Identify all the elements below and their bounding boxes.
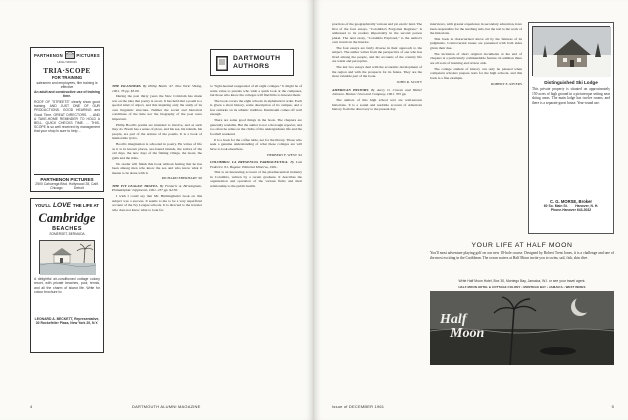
ski-lodge-title: Distinguished Ski Lodge bbox=[544, 80, 598, 85]
review-title: COLOMBIA: LA PRESENCIA FARMACEUTICA. bbox=[210, 160, 289, 165]
brand-right: PICTURES bbox=[76, 52, 100, 58]
paragraph: I wish I could say that Mr. Birmingham's book on this subject was a success. It seems to me to be a very superficial account of the Ivy League schools. It is directed to the traveler who does not know what to look for. bbox=[112, 194, 202, 212]
tria-scope-title: TRIA·SCOPE bbox=[43, 67, 91, 76]
cottage-illustration bbox=[39, 240, 95, 274]
paragraph: to "light-hearted reappraisal of all eight colleges." It might be of some value to parents who wish a quick look at the campuses, but those who know the colleges will find little to interest them. bbox=[210, 84, 302, 97]
half-moon-body: You'll most adventure playing golf on our new 18-hole course. Designed by Robert Trent Jones, it is a challenge and one of the most exciting in the Caribbean. The ocean waters at Half Moon invite you to swim, sail, fish, skin dive. bbox=[430, 251, 614, 260]
book-icon bbox=[215, 54, 229, 72]
paragraph: The authors of this high school text are well-known historians. It is a sound and readable account of American history from the discovery to the present day. bbox=[332, 98, 422, 112]
right-page-number: 5 bbox=[611, 404, 614, 409]
review-byline: By Frederic A. Birmingham. Philadelphia: Lippincott, 1961. 237 pp. $4.50. bbox=[112, 183, 202, 193]
review-byline: By Luis Federico '61. Bogota: Editorial Minerva, 1961. bbox=[210, 160, 303, 169]
review-byline: By Avery O. Craven and Walter Johnson. Boston: Ginn and Company, 1961. 765 pp. bbox=[332, 87, 422, 97]
paragraph: The inclusion of short original documents at the end of chapters is a particularly commendable feature. In addition there are all sorts of learning and review aids. bbox=[430, 51, 522, 65]
left-page-footer: DARTMOUTH ALUMNI MAGAZINE bbox=[132, 404, 201, 409]
lodge-photo bbox=[532, 26, 610, 76]
tria-scope-subtitle: FOR TRAINING bbox=[51, 75, 83, 81]
dartmouth-authors-banner bbox=[210, 49, 294, 76]
half-moon-script-2: Moon bbox=[450, 326, 485, 342]
parthenon-footer-title: PARTHENON PICTURES bbox=[40, 177, 94, 183]
cambridge-title: Cambridge bbox=[38, 211, 96, 225]
half-moon-script-1: Half bbox=[440, 312, 467, 328]
paragraph: There are some good things in the book. The chapters are generally readable. But the author is not a thorough reporter, and too often he relies on the cliche of the undergraduate life and the football weekend. bbox=[210, 118, 302, 136]
half-moon-contact: Write Half Moon Hotel, Box 30, Montego Bay, Jamaica, W.I. or see your travel agent. bbox=[458, 279, 586, 283]
reviewer-signature: ROBERT E. RIVERS bbox=[490, 81, 522, 86]
half-moon-strip: HALF MOON HOTEL & COTTAGE COLONY • MONTEGO BAY • JAMAICA • WEST INDIES bbox=[458, 285, 586, 290]
the-life-text: THE LIFE AT bbox=[72, 203, 99, 208]
paragraph: During the past thirty years the New Criticism has made war on the idea that poetry is an art. It has held that a poem is a special kind of object, and this inspiring only the study of its own linguistic structure. Neither the social and historical conditions of the time nor the biography of the poet were important. bbox=[112, 94, 202, 121]
half-moon-headline: YOUR LIFE AT HALF MOON bbox=[471, 242, 573, 249]
paragraph: The book covers the eight schools in alphabetical order. Each is given a short history, some description of its campus, and a few remarks on its athletic tradition. Dartmouth comes off well enough. bbox=[210, 98, 302, 117]
half-moon-photo bbox=[430, 291, 614, 365]
parthenon-pictures-ad bbox=[30, 47, 104, 192]
paragraph: The four essays are fairly diverse in their approach to the subject. The author writes from the perspective of one who has lived among the people, and his accounts of the country life are warm and perceptive. bbox=[332, 45, 422, 64]
parthenon-address: 2500 Cahuenga Blvd. Hollywood 28, Calif. bbox=[35, 182, 99, 187]
paragraph: No reader will finish this book without feeling that he has been among men who know the sea and who know what it means to be alone with it. bbox=[112, 161, 202, 175]
right-page-footer: Issue of DECEMBER 1961 bbox=[332, 404, 385, 409]
cambridge-beaches-ad bbox=[30, 198, 104, 353]
reviewer-signature: JOHN R. SCOTT bbox=[396, 80, 422, 85]
reviewer-signature: RICHARD EBERHART '26 bbox=[161, 176, 202, 181]
review-column-d bbox=[430, 22, 522, 236]
reviewer-signature: HERBERT F. WEST '22 bbox=[267, 152, 302, 157]
beaches-title: BEACHES bbox=[52, 226, 82, 232]
review-title: THE IVY LEAGUE TRAVEL. bbox=[112, 183, 159, 188]
location: HOLLYWOOD bbox=[57, 60, 77, 64]
paragraph: Booth's imagination is schooled in poetry. He writes of life as it is in known places, sea-bound islands, the sailors of the old days, the new days of the fishing village, the boats, the gulls and the tides. bbox=[112, 142, 202, 160]
paragraph: This is an interesting account of the pharmaceutical industry in Colombia, written by a recent graduate. It describes the organization and operation of the various firms and their relationship to the public health. bbox=[210, 170, 302, 188]
review-title: AMERICAN HISTORY. bbox=[332, 87, 369, 92]
left-page-number: 4 bbox=[30, 404, 33, 409]
parthenon-cities: Chicago Detroit bbox=[50, 186, 84, 191]
paragraph: The college student of history can only be pleased when competent scholars prepare texts for the high schools, and this book is a fine example. bbox=[430, 66, 522, 80]
ski-lodge-ad bbox=[528, 22, 614, 234]
love-text: LOVE bbox=[52, 202, 71, 209]
ski-phone: Phone-Hanover 643-3032 bbox=[550, 208, 592, 213]
banner-title-2: AUTHORS bbox=[233, 62, 270, 70]
line1: salesmen and employees, film training is effective bbox=[36, 81, 98, 90]
ski-lodge-body: This private property is situated on approximately 150 acres of high ground in a picturesque setting near skiing areas. The main lodge has twelve rooms, and there is a separate guest house. Year-round use. bbox=[532, 87, 610, 105]
banner-title-1: DARTMOUTH bbox=[233, 54, 281, 62]
paragraph: practices of the geographically various and yet exotic land. The first of the four essays, "Colombia's Forgotten Regions," is addressed to its readers importantly in the second person plural. The next essay, "Colombia Explored," is the author's own travels in the interior. bbox=[332, 22, 422, 44]
cambridge-place: SOMERSET, BERMUDA bbox=[49, 232, 85, 236]
brand-left: PARTHENON bbox=[34, 52, 63, 58]
parthenon-body: ROOF OF "STREETS" clearly show good training. AND JUST ONE OF OUR PRODUCTIONS. GOOD HEARING and Good Time. GREAT DIRECTORS. ... AND A TAKE-HOME REMINDER TO HOLD A BELL. QUICK CHECKS TIME. ... THIS-SCOPE is so well received by management that your shop is sure to help ... bbox=[34, 100, 100, 134]
review-title: THE ISLANDERS. bbox=[112, 84, 142, 88]
paragraph: This book is characterized above all by the fairness of its judgments. Controversial issues are presented with both sides given their due. bbox=[430, 36, 522, 50]
review-byline: By Philip Booth '47. New York: Viking, 1961. 76 pp. $3.00. bbox=[112, 84, 203, 93]
cambridge-body: A delightful air-conditioned cottage colony resort, with private beaches, pool, tennis, and all the charm of island life. Write for colour brochure to: bbox=[34, 277, 100, 294]
paragraph: It is a book for the coffee table, not for the library. Those who seek a genuine understanding of what these colleges are will have to look elsewhere. bbox=[210, 137, 302, 151]
paragraph: Philip Booth's poems are intended to involve, and as such they do. Booth has a sense of place, and his sea, his islands, his people, are part of the texture of the poems. It is a book of memorable lyrics. bbox=[112, 122, 202, 141]
line2: An adult and constructive use of training time. bbox=[34, 89, 100, 98]
ski-broker: C. G. MORSE, Broker bbox=[549, 199, 593, 204]
paragraph: The last two essays deal with the economic development of the region and with the prospects for its future. They are the most valuable part of the book. bbox=[332, 65, 422, 79]
review-column-b bbox=[210, 84, 302, 400]
paragraph: interviews, with greater experience in secondary education, have been responsible for the teaching aids, but the text is the work of the historians. bbox=[430, 22, 522, 35]
ski-address: 60 So. Main St. Hanover, N. H. bbox=[543, 204, 599, 208]
parthenon-logo-icon bbox=[65, 51, 75, 59]
review-column-c bbox=[332, 22, 422, 400]
youll-text: YOU'LL bbox=[35, 203, 51, 208]
half-moon-ad bbox=[430, 242, 614, 387]
review-column-a bbox=[112, 84, 202, 400]
cambridge-contact: LEONARD A. BECKETT, Representative, 30 Rockefeller Plaza, New York 20, N.Y. bbox=[34, 317, 100, 326]
